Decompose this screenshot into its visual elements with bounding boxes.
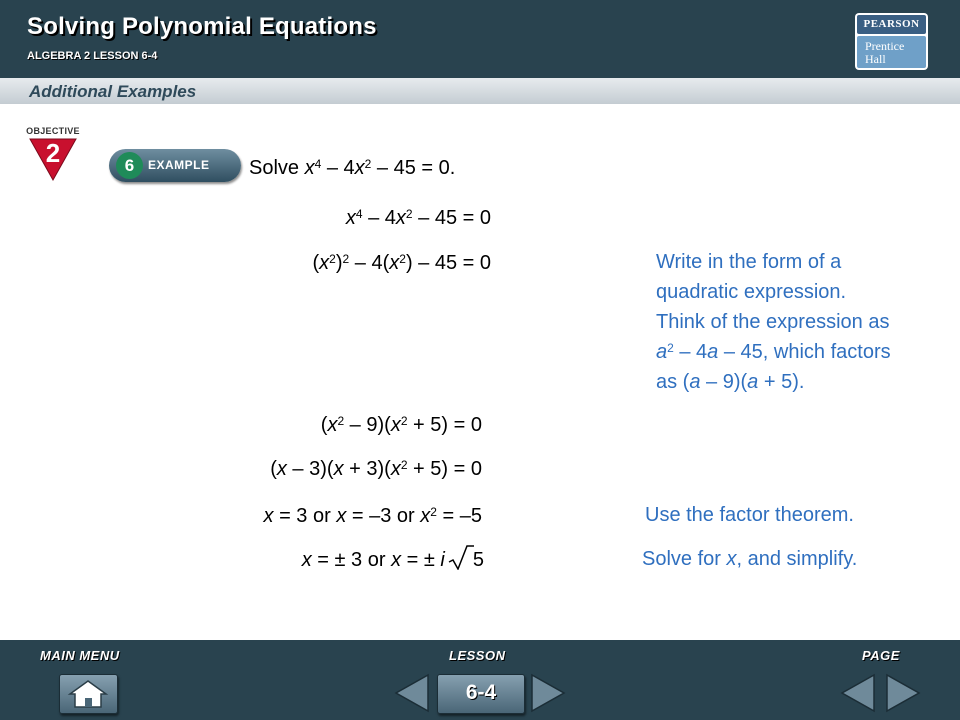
header-bar bbox=[0, 0, 960, 78]
logo-line-1: Prentice bbox=[865, 39, 905, 53]
section-label: Additional Examples bbox=[29, 82, 197, 101]
footer-bar bbox=[0, 640, 960, 720]
page-title: Solving Polynomial Equations bbox=[27, 13, 377, 40]
lesson-prev-button[interactable] bbox=[393, 673, 431, 713]
step-1: $x^4 - 4x^2 - 45 = 0$ bbox=[345, 207, 491, 229]
logo-pearson-text: PEARSON bbox=[857, 15, 926, 34]
home-button[interactable] bbox=[59, 674, 118, 714]
note-factor-theorem: Use the factor theorem. bbox=[645, 504, 854, 526]
lesson-number: 6-4 bbox=[465, 681, 497, 704]
objective-label: OBJECTIVE bbox=[26, 126, 80, 136]
pearson-logo bbox=[855, 13, 928, 70]
lesson-label: LESSON bbox=[449, 648, 506, 663]
step-5: x = 3 or x = –3 or $x^2 = -5$ bbox=[263, 505, 482, 527]
page-prev-button[interactable] bbox=[839, 673, 877, 713]
page-label: PAGE bbox=[862, 648, 900, 663]
home-icon bbox=[60, 675, 117, 713]
example-number: 6 bbox=[116, 152, 143, 179]
triangle-left-icon bbox=[839, 673, 877, 713]
sqrt-icon bbox=[445, 548, 473, 570]
objective-number: 2 bbox=[45, 138, 61, 168]
logo-prentice-hall bbox=[857, 36, 926, 68]
step-2: $(x^2)^2 - 4(x^2) - 45 = 0$ bbox=[312, 252, 491, 274]
triangle-right-icon bbox=[884, 673, 922, 713]
step-6: x = ± 3 or x = ± i 5 bbox=[302, 548, 484, 572]
note-solve-simplify: Solve for x, and simplify. bbox=[642, 548, 858, 570]
section-bar bbox=[0, 78, 960, 104]
logo-line-2: Hall bbox=[865, 52, 886, 66]
step-3: $(x^2 - 9)(x^2 + 5) = 0$ bbox=[320, 414, 482, 436]
triangle-right-icon bbox=[529, 673, 567, 713]
note-quadratic-form: Write in the form of a quadratic expression. Think of the expression as $a^2 - 4a - 45$, which factors as (a – 9)(a + 5). bbox=[656, 251, 891, 393]
page-next-button[interactable] bbox=[884, 673, 922, 713]
lesson-subtitle: ALGEBRA 2 LESSON 6-4 bbox=[27, 50, 158, 62]
example-label: EXAMPLE bbox=[148, 158, 210, 172]
lesson-number-button[interactable] bbox=[437, 674, 525, 714]
objective-badge bbox=[18, 126, 88, 186]
problem-statement: Solve $x^4 - 4x^2 - 45 = 0$. bbox=[249, 157, 456, 179]
step-4: $(x - 3)(x + 3)(x^2 + 5) = 0$ bbox=[270, 458, 482, 480]
example-badge bbox=[109, 149, 241, 182]
main-menu-label: MAIN MENU bbox=[40, 648, 120, 663]
lesson-next-button[interactable] bbox=[529, 673, 567, 713]
triangle-left-icon bbox=[393, 673, 431, 713]
